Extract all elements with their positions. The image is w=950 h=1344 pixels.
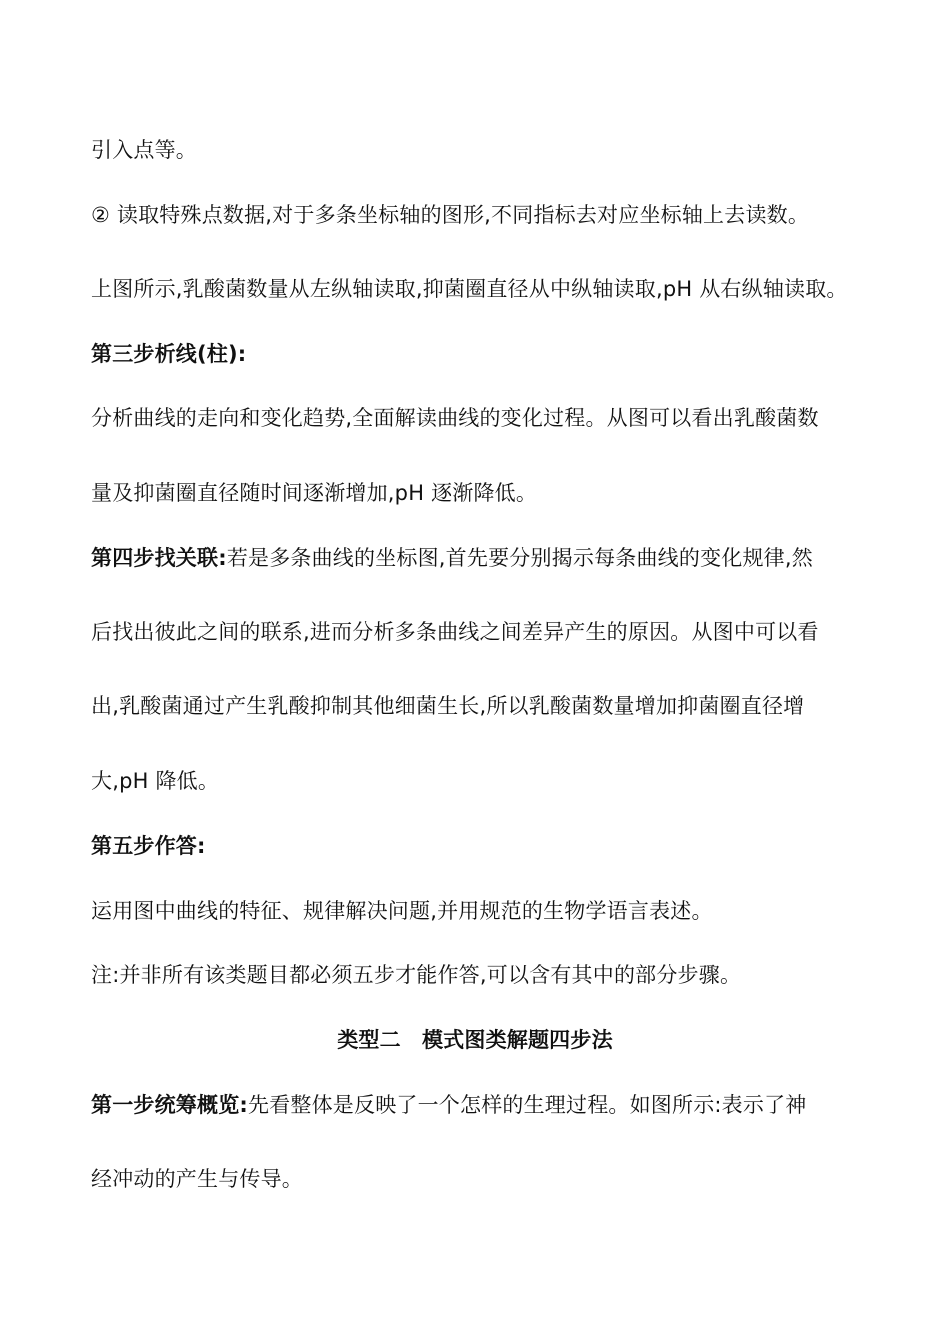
text-line [91, 544, 813, 572]
text-line: 注:并非所有该类题目都必须五步才能作答,可以含有其中的部分步骤。 [91, 963, 742, 987]
text-line: 量及抑菌圈直径随时间逐渐增加,pH 逐渐降低。 [91, 481, 538, 505]
step-heading: 第一步统筹概览: [91, 1093, 248, 1117]
step-heading: 第五步作答: [91, 834, 206, 858]
text-line: 引入点等。 [91, 138, 197, 162]
text-line: 运用图中曲线的特征、规律解决问题,并用规范的生物学语言表述。 [91, 899, 713, 923]
text-line: 后找出彼此之间的联系,进而分析多条曲线之间差异产生的原因。从图中可以看 [91, 620, 819, 644]
step-text: 先看整体是反映了一个怎样的生理过程。如图所示:表示了神 [248, 1093, 807, 1117]
text-line: 出,乳酸菌通过产生乳酸抑制其他细菌生长,所以乳酸菌数量增加抑菌圈直径增 [91, 694, 805, 718]
section-title: 类型二 模式图类解题四步法 [337, 1028, 613, 1052]
text-line: 经冲动的产生与传导。 [91, 1167, 303, 1191]
step-heading: 第三步析线(柱): [91, 342, 247, 366]
text-line: 分析曲线的走向和变化趋势,全面解读曲线的变化过程。从图可以看出乳酸菌数 [91, 406, 819, 430]
step-heading: 第四步找关联: [91, 546, 227, 570]
text-line: 上图所示,乳酸菌数量从左纵轴读取,抑菌圈直径从中纵轴读取,pH 从右纵轴读取。 [91, 277, 848, 301]
text-line [91, 1091, 806, 1119]
step-text: 若是多条曲线的坐标图,首先要分别揭示每条曲线的变化规律,然 [226, 546, 813, 570]
text-line: ② 读取特殊点数据,对于多条坐标轴的图形,不同指标去对应坐标轴上去读数。 [91, 203, 810, 227]
text-line: 大,pH 降低。 [91, 769, 220, 793]
